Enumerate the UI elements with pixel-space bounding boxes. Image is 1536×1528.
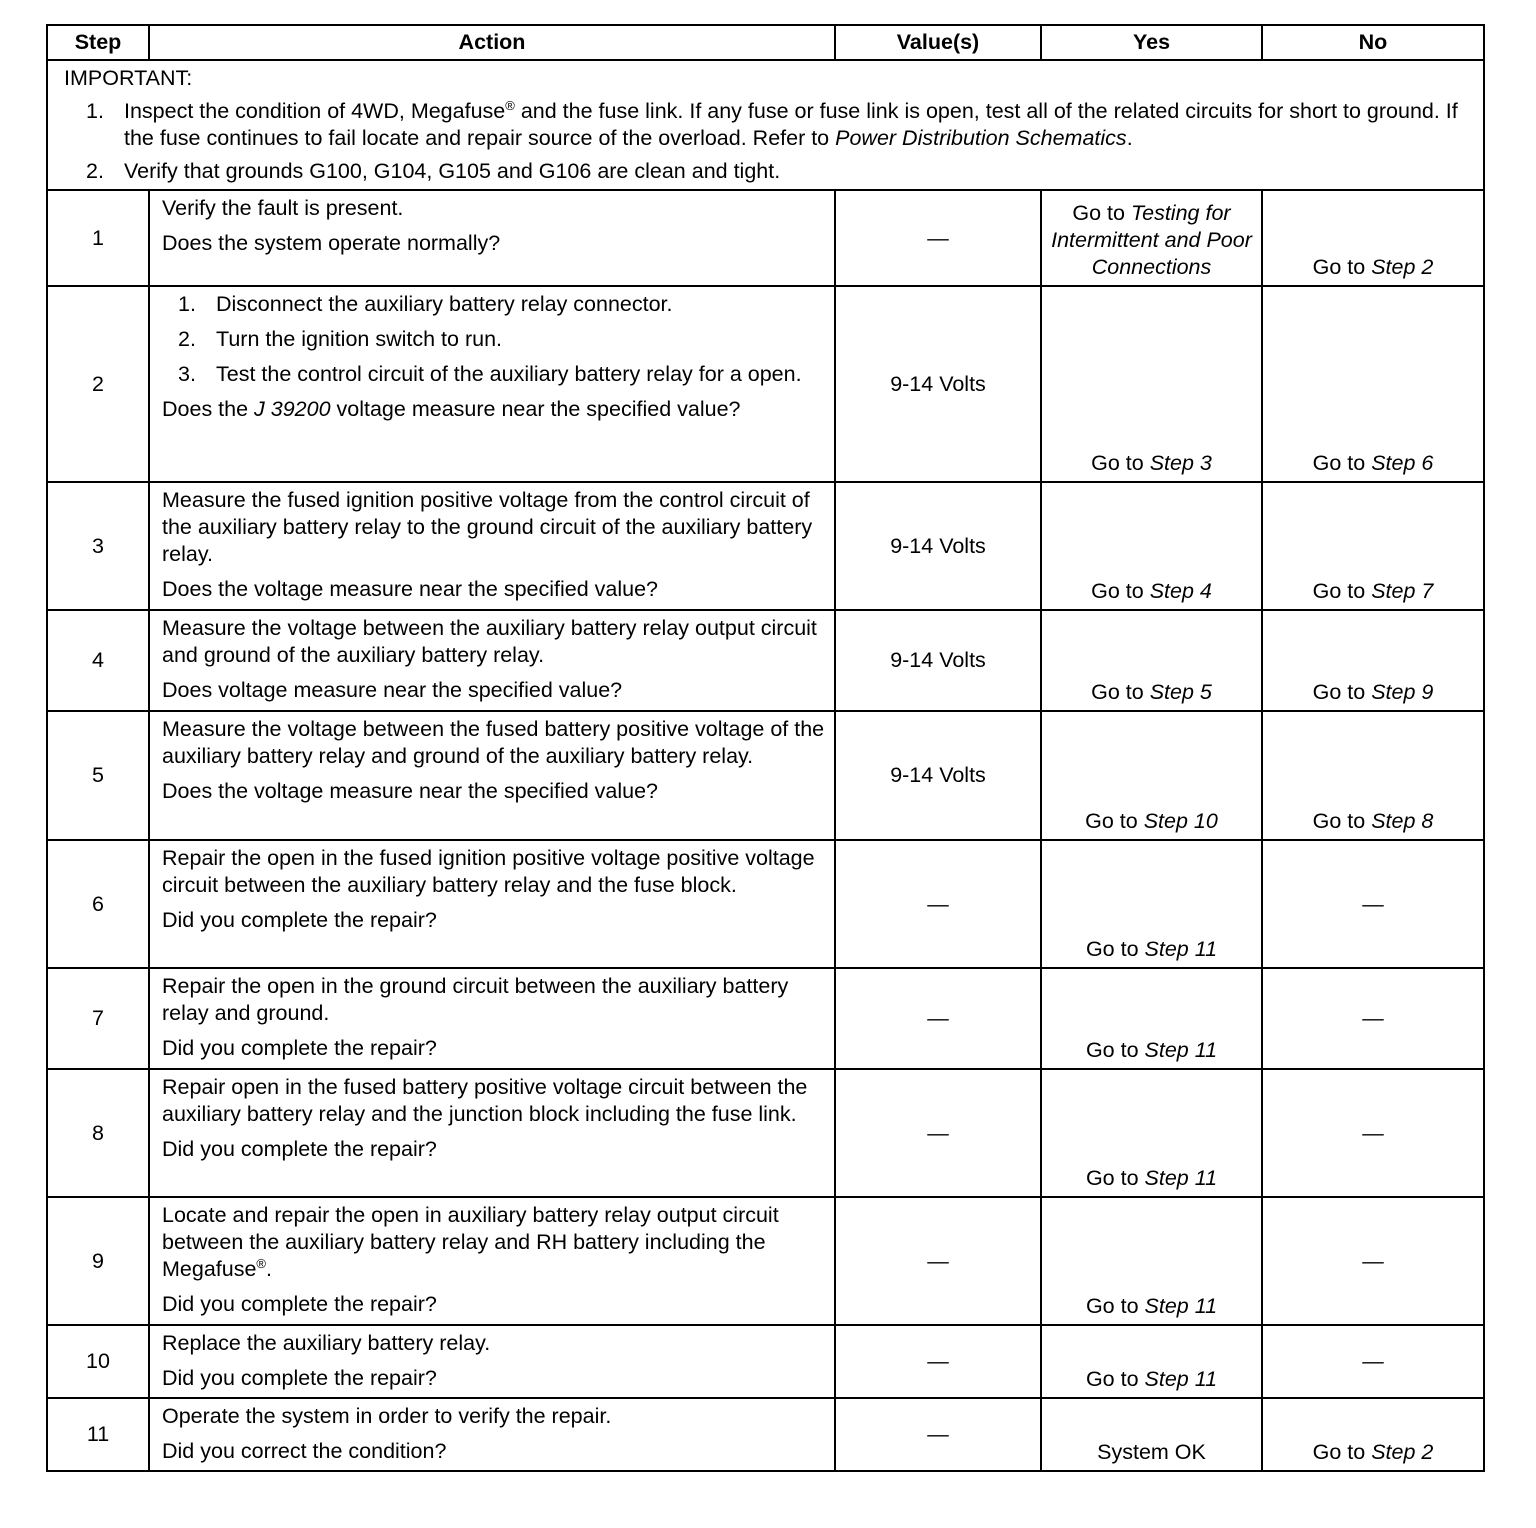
table-row — [47, 190, 1484, 286]
no-cell — [1262, 190, 1484, 286]
value-cell: — — [835, 840, 1041, 968]
table-row — [47, 1325, 1484, 1398]
step-number: 1 — [47, 190, 149, 286]
yes-cell — [1041, 1069, 1262, 1197]
question-text: Did you complete the repair? — [162, 1366, 437, 1390]
question-text: Did you complete the repair? — [162, 908, 437, 932]
value-cell: 9-14 Volts — [835, 711, 1041, 840]
action-text: Repair open in the fused battery positive voltage circuit between the auxiliary battery relay and the junction block including the fuse link. — [162, 1075, 808, 1126]
yes-reference: Step 11 — [1144, 1294, 1218, 1318]
important-item-text: Verify that grounds G100, G104, G105 and G106 are clean and tight. — [124, 159, 781, 183]
header-yes: Yes — [1041, 25, 1262, 60]
action-text: Measure the voltage between the fused battery positive voltage of the auxiliary battery relay and ground of the auxiliary battery relay. — [162, 717, 825, 768]
diagnostic-table — [46, 24, 1485, 1472]
action-cell — [149, 1325, 835, 1398]
table-row — [47, 482, 1484, 610]
no-reference: Step 2 — [1371, 1440, 1434, 1464]
header-action: Action — [149, 25, 835, 60]
yes-cell — [1041, 1325, 1262, 1398]
question-text: Does the voltage measure near the specified value? — [162, 577, 659, 601]
yes-reference: Step 10 — [1143, 809, 1218, 833]
action-text-part: Locate and repair the open in auxiliary battery relay output circuit between the auxiliary battery relay and RH battery including the Megafuse — [162, 1203, 779, 1281]
value-cell: — — [835, 1398, 1041, 1471]
action-cell — [149, 190, 835, 286]
yes-cell — [1041, 1197, 1262, 1325]
sub-step — [178, 361, 826, 388]
yes-prefix: Go to — [1085, 809, 1144, 833]
value-cell: — — [835, 1197, 1041, 1325]
yes-prefix: Go to — [1072, 201, 1131, 225]
table-row — [47, 840, 1484, 968]
action-text: Replace the auxiliary battery relay. — [162, 1331, 491, 1355]
question-text: Did you correct the condition? — [162, 1439, 447, 1463]
no-cell: — — [1262, 1069, 1484, 1197]
important-item-2 — [86, 158, 1473, 185]
action-cell — [149, 968, 835, 1069]
step-number: 6 — [47, 840, 149, 968]
value-cell: — — [835, 190, 1041, 286]
action-cell — [149, 610, 835, 711]
header-values: Value(s) — [835, 25, 1041, 60]
table-row — [47, 1398, 1484, 1471]
question-text: Does voltage measure near the specified value? — [162, 678, 623, 702]
table-row — [47, 968, 1484, 1069]
tool-reference: J 39200 — [254, 397, 331, 421]
sub-step — [178, 326, 826, 353]
action-text: Measure the fused ignition positive voltage from the control circuit of the auxiliary battery relay to the ground circuit of the auxiliary battery relay. — [162, 488, 813, 566]
action-text: Operate the system in order to verify the repair. — [162, 1404, 612, 1428]
no-prefix: Go to — [1312, 255, 1372, 279]
step-number: 11 — [47, 1398, 149, 1471]
table-row — [47, 610, 1484, 711]
important-text-part: . — [1126, 126, 1133, 150]
action-text: Repair the open in the ground circuit between the auxiliary battery relay and ground. — [162, 974, 789, 1025]
no-reference: Step 9 — [1371, 680, 1434, 704]
reference-link-text: Power Distribution Schematics — [835, 126, 1127, 150]
yes-reference: Step 11 — [1144, 1166, 1218, 1190]
important-item-number: 1. — [86, 99, 104, 123]
yes-reference: Testing for Intermittent and Poor Connections — [1051, 201, 1252, 279]
no-prefix: Go to — [1312, 680, 1372, 704]
no-cell — [1262, 286, 1484, 482]
yes-prefix: Go to — [1091, 451, 1150, 475]
no-reference: Step 6 — [1371, 451, 1434, 475]
no-cell — [1262, 711, 1484, 840]
header-step: Step — [47, 25, 149, 60]
important-item-text — [124, 98, 1473, 152]
no-reference: Step 2 — [1371, 255, 1434, 279]
yes-cell — [1041, 840, 1262, 968]
table-row — [47, 1069, 1484, 1197]
important-note — [47, 60, 1484, 190]
action-text: Measure the voltage between the auxiliary battery relay output circuit and ground of the auxiliary battery relay. — [162, 616, 817, 667]
yes-prefix: Go to — [1091, 579, 1150, 603]
yes-cell — [1041, 286, 1262, 482]
step-number: 3 — [47, 482, 149, 610]
sub-step-text: Test the control circuit of the auxiliary battery relay for a open. — [216, 362, 802, 386]
action-text — [162, 1202, 826, 1283]
question-text: Does the system operate normally? — [162, 231, 501, 255]
important-text-part: and the fuse link. If any fuse or fuse link is open, test all of the related circuits for short to ground. If the fuse continues to fail locate and repair source of the overload. Refer to — [124, 99, 1458, 150]
question-text: Did you complete the repair? — [162, 1137, 437, 1161]
yes-reference: Step 11 — [1144, 937, 1218, 961]
no-reference: Step 8 — [1371, 809, 1434, 833]
yes-reference: Step 11 — [1144, 1038, 1218, 1062]
sub-step-number: 3. — [178, 362, 196, 386]
no-cell — [1262, 482, 1484, 610]
yes-cell — [1041, 610, 1262, 711]
action-cell — [149, 711, 835, 840]
yes-cell — [1041, 482, 1262, 610]
no-cell: — — [1262, 840, 1484, 968]
yes-cell — [1041, 711, 1262, 840]
value-cell: — — [835, 968, 1041, 1069]
no-reference: Step 7 — [1371, 579, 1434, 603]
no-cell: — — [1262, 968, 1484, 1069]
yes-reference: Step 11 — [1144, 1367, 1218, 1391]
action-text: Verify the fault is present. — [162, 196, 404, 220]
important-item-number: 2. — [86, 159, 104, 183]
no-prefix: Go to — [1312, 579, 1372, 603]
step-number: 2 — [47, 286, 149, 482]
action-cell — [149, 1398, 835, 1471]
value-cell: 9-14 Volts — [835, 610, 1041, 711]
no-cell: — — [1262, 1325, 1484, 1398]
table-row — [47, 711, 1484, 840]
sub-step — [178, 291, 826, 318]
sub-step-number: 2. — [178, 327, 196, 351]
sub-step-text: Disconnect the auxiliary battery relay connector. — [216, 292, 673, 316]
value-cell: 9-14 Volts — [835, 482, 1041, 610]
important-text-part: Inspect the condition of 4WD, Megafuse — [124, 99, 506, 123]
yes-prefix: Go to — [1085, 1294, 1145, 1318]
yes-prefix: Go to — [1091, 680, 1150, 704]
yes-reference: Step 3 — [1149, 451, 1212, 475]
step-number: 8 — [47, 1069, 149, 1197]
no-prefix: Go to — [1312, 1440, 1372, 1464]
no-cell — [1262, 1398, 1484, 1471]
table-row — [47, 286, 1484, 482]
action-text: Repair the open in the fused ignition positive voltage positive voltage circuit between the auxiliary battery relay and the fuse block. — [162, 846, 815, 897]
question-text: Does the voltage measure near the specified value? — [162, 779, 659, 803]
question-text: Did you complete the repair? — [162, 1292, 437, 1316]
no-prefix: Go to — [1312, 809, 1372, 833]
important-title: IMPORTANT: — [64, 66, 193, 90]
value-cell: — — [835, 1069, 1041, 1197]
action-text-part: . — [266, 1257, 272, 1281]
yes-cell: System OK — [1041, 1398, 1262, 1471]
question-text: Did you complete the repair? — [162, 1036, 437, 1060]
yes-cell — [1041, 968, 1262, 1069]
step-number: 4 — [47, 610, 149, 711]
important-item-1 — [86, 98, 1473, 152]
header-no: No — [1262, 25, 1484, 60]
table-row — [47, 1197, 1484, 1325]
yes-prefix: Go to — [1085, 1166, 1145, 1190]
sub-step-number: 1. — [178, 292, 196, 316]
no-cell — [1262, 610, 1484, 711]
value-cell: 9-14 Volts — [835, 286, 1041, 482]
no-cell: — — [1262, 1197, 1484, 1325]
action-cell — [149, 840, 835, 968]
registered-mark: ® — [505, 97, 515, 113]
action-cell — [149, 286, 835, 482]
yes-prefix: Go to — [1085, 1038, 1145, 1062]
yes-prefix: Go to — [1085, 1367, 1145, 1391]
yes-reference: Step 4 — [1149, 579, 1212, 603]
action-cell — [149, 1069, 835, 1197]
action-cell — [149, 482, 835, 610]
step-number: 7 — [47, 968, 149, 1069]
yes-reference: Step 5 — [1149, 680, 1212, 704]
important-row — [47, 60, 1484, 190]
step-number: 10 — [47, 1325, 149, 1398]
action-cell — [149, 1197, 835, 1325]
sub-step-text: Turn the ignition switch to run. — [216, 327, 503, 351]
header-row — [47, 25, 1484, 60]
question-part: voltage measure near the specified value? — [330, 397, 741, 421]
yes-cell — [1041, 190, 1262, 286]
yes-prefix: Go to — [1085, 937, 1145, 961]
value-cell: — — [835, 1325, 1041, 1398]
step-number: 9 — [47, 1197, 149, 1325]
question-text — [162, 396, 826, 423]
registered-mark: ® — [256, 1255, 267, 1271]
no-prefix: Go to — [1312, 451, 1372, 475]
step-number: 5 — [47, 711, 149, 840]
question-part: Does the — [162, 397, 255, 421]
